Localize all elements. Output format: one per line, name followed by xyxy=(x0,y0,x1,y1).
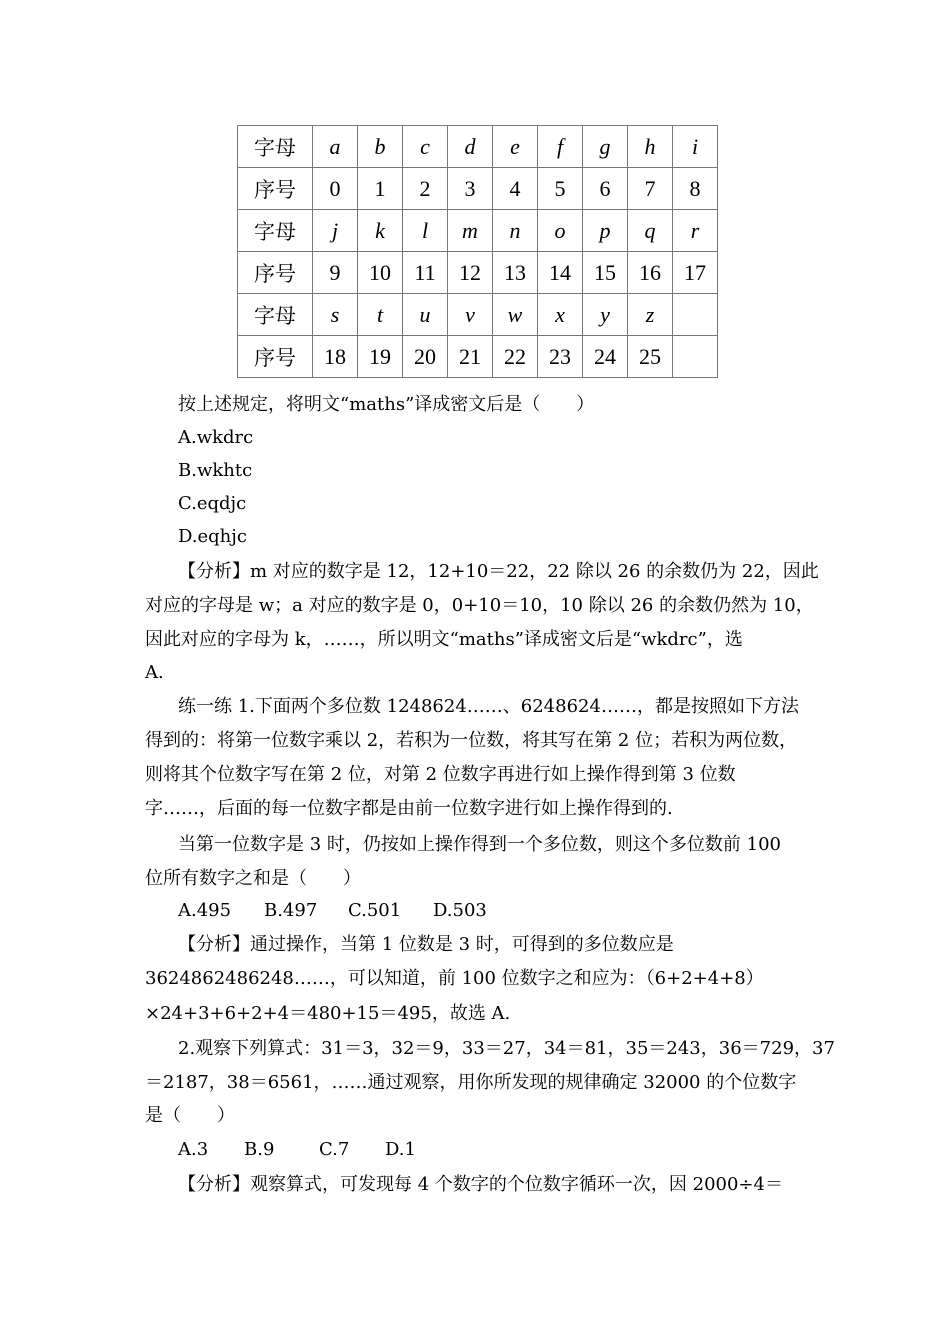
letter-cell: f xyxy=(538,126,583,168)
number-cell: 3 xyxy=(448,168,493,210)
letter-cell: x xyxy=(538,294,583,336)
option-1-c: C.501 xyxy=(348,900,402,921)
row-header: 序号 xyxy=(238,252,313,294)
letter-cell: s xyxy=(313,294,358,336)
table-row xyxy=(238,336,718,378)
practice-2-line-1: 2.观察下列算式：31＝3，32＝9，33＝27，34＝81，35＝243，36＝729，37 xyxy=(178,1038,835,1059)
analysis-1-line-1: 【分析】m 对应的数字是 12，12+10＝22，22 除以 26 的余数仍为 22，因此 xyxy=(178,561,819,582)
practice-2-line-3: 是（ ） xyxy=(145,1105,235,1126)
number-cell: 0 xyxy=(313,168,358,210)
practice-1-line-3: 则将其个位数字写在第 2 位，对第 2 位数字再进行如上操作得到第 3 位数 xyxy=(145,764,736,785)
analysis-3-line-1: 【分析】观察算式，可发现每 4 个数字的个位数字循环一次，因 2000÷4＝ xyxy=(178,1174,783,1195)
number-cell: 22 xyxy=(493,336,538,378)
number-cell: 19 xyxy=(358,336,403,378)
number-cell: 14 xyxy=(538,252,583,294)
number-cell: 10 xyxy=(358,252,403,294)
letter-cell: v xyxy=(448,294,493,336)
option-1-b: B.497 xyxy=(264,900,318,921)
cipher-table xyxy=(237,125,718,378)
letter-cell: y xyxy=(583,294,628,336)
analysis-2-line-1: 【分析】通过操作，当第 1 位数是 3 时，可得到的多位数应是 xyxy=(178,934,674,955)
number-cell: 8 xyxy=(673,168,718,210)
letter-cell: g xyxy=(583,126,628,168)
letter-cell: q xyxy=(628,210,673,252)
number-cell: 18 xyxy=(313,336,358,378)
number-cell: 11 xyxy=(403,252,448,294)
table-row xyxy=(238,294,718,336)
practice-1-line-5: 当第一位数字是 3 时，仍按如上操作得到一个多位数，则这个多位数前 100 xyxy=(178,834,781,855)
number-cell: 17 xyxy=(673,252,718,294)
letter-cell: k xyxy=(358,210,403,252)
letter-cell: w xyxy=(493,294,538,336)
number-cell: 9 xyxy=(313,252,358,294)
option-d: D.eqhjc xyxy=(178,526,247,547)
letter-cell: i xyxy=(673,126,718,168)
letter-cell: n xyxy=(493,210,538,252)
number-cell: 2 xyxy=(403,168,448,210)
option-a: A.wkdrc xyxy=(178,427,254,448)
letter-cell: t xyxy=(358,294,403,336)
practice-1-line-4: 字……，后面的每一位数字都是由前一位数字进行如上操作得到的. xyxy=(145,798,673,819)
number-cell: 21 xyxy=(448,336,493,378)
table-row xyxy=(238,126,718,168)
letter-cell: u xyxy=(403,294,448,336)
row-header: 序号 xyxy=(238,336,313,378)
question-text: 按上述规定，将明文“maths”译成密文后是（ ） xyxy=(178,394,595,415)
options-row-1 xyxy=(178,900,487,922)
table-row xyxy=(238,252,718,294)
number-cell xyxy=(673,336,718,378)
letter-cell: p xyxy=(583,210,628,252)
letter-cell: j xyxy=(313,210,358,252)
analysis-2-line-2: 3624862486248……，可以知道，前 100 位数字之和应为：（6+2+4+8） xyxy=(145,968,764,989)
letter-cell: d xyxy=(448,126,493,168)
letter-cell: a xyxy=(313,126,358,168)
practice-1-line-6: 位所有数字之和是（ ） xyxy=(145,868,361,889)
letter-cell: z xyxy=(628,294,673,336)
letter-cell: b xyxy=(358,126,403,168)
option-2-c: C.7 xyxy=(319,1139,350,1160)
option-2-b: B.9 xyxy=(244,1139,275,1160)
analysis-2-line-3: ×24+3+6+2+4＝480+15＝495，故选 A. xyxy=(145,1003,511,1024)
row-header: 字母 xyxy=(238,294,313,336)
number-cell: 15 xyxy=(583,252,628,294)
number-cell: 12 xyxy=(448,252,493,294)
analysis-1-line-4: A. xyxy=(145,662,164,683)
number-cell: 13 xyxy=(493,252,538,294)
letter-cell xyxy=(673,294,718,336)
analysis-1-line-2: 对应的字母是 w；a 对应的数字是 0，0+10＝10，10 除以 26 的余数仍然为 10， xyxy=(145,595,814,616)
letter-cell: c xyxy=(403,126,448,168)
option-2-d: D.1 xyxy=(385,1139,416,1160)
number-cell: 16 xyxy=(628,252,673,294)
number-cell: 25 xyxy=(628,336,673,378)
row-header: 序号 xyxy=(238,168,313,210)
letter-cell: h xyxy=(628,126,673,168)
letter-cell: r xyxy=(673,210,718,252)
option-c: C.eqdjc xyxy=(178,493,247,514)
analysis-1-line-3: 因此对应的字母为 k，……，所以明文“maths”译成密文后是“wkdrc”，选 xyxy=(145,629,743,650)
option-2-a: A.3 xyxy=(178,1139,209,1160)
number-cell: 7 xyxy=(628,168,673,210)
letter-cell: l xyxy=(403,210,448,252)
number-cell: 4 xyxy=(493,168,538,210)
row-header: 字母 xyxy=(238,210,313,252)
options-row-2 xyxy=(178,1139,416,1161)
option-b: B.wkhtc xyxy=(178,460,253,481)
number-cell: 23 xyxy=(538,336,583,378)
practice-1-line-1: 练一练 1.下面两个多位数 1248624……、6248624……，都是按照如下方法 xyxy=(178,696,799,717)
table-row xyxy=(238,168,718,210)
number-cell: 5 xyxy=(538,168,583,210)
letter-cell: o xyxy=(538,210,583,252)
practice-1-line-2: 得到的：将第一位数字乘以 2，若积为一位数，将其写在第 2 位；若积为两位数， xyxy=(145,730,798,751)
option-1-a: A.495 xyxy=(178,900,232,921)
letter-cell: e xyxy=(493,126,538,168)
number-cell: 20 xyxy=(403,336,448,378)
number-cell: 1 xyxy=(358,168,403,210)
option-1-d: D.503 xyxy=(433,900,487,921)
number-cell: 24 xyxy=(583,336,628,378)
number-cell: 6 xyxy=(583,168,628,210)
letter-cell: m xyxy=(448,210,493,252)
row-header: 字母 xyxy=(238,126,313,168)
table-row xyxy=(238,210,718,252)
practice-2-line-2: ＝2187，38＝6561，……通过观察，用你所发现的规律确定 32000 的个位数字 xyxy=(145,1072,797,1093)
